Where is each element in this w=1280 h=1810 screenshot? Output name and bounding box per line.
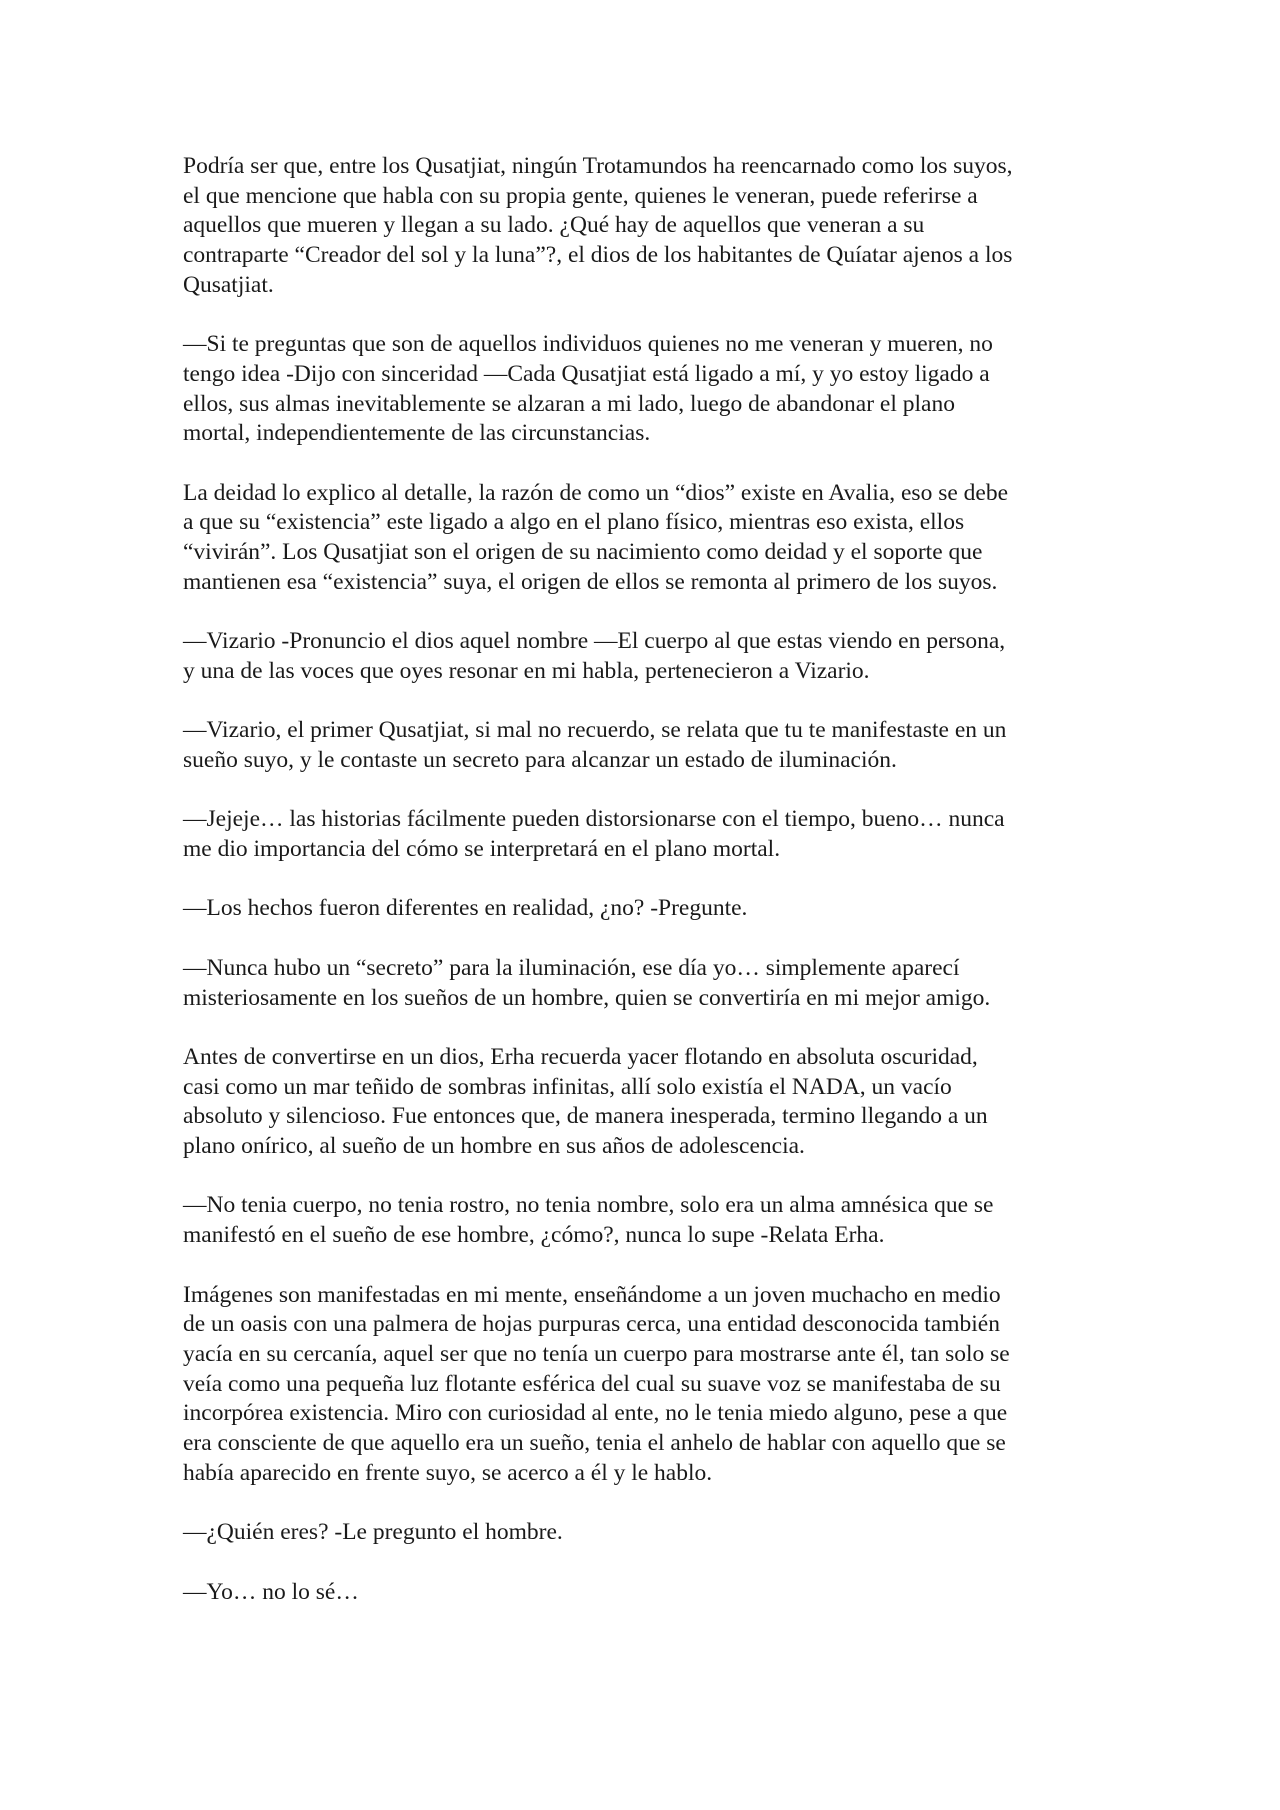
paragraph-4: —Vizario -Pronuncio el dios aquel nombre —El cuerpo al que estas viendo en persona, y una de las voces que oyes resonar en mi habla, pertenecieron a Vizario. xyxy=(183,628,1006,684)
paragraph-7: —Los hechos fueron diferentes en realidad, ¿no? -Pregunte. xyxy=(183,895,748,922)
paragraph-3: La deidad lo explico al detalle, la razón de como un “dios” existe en Avalia, eso se debe a que su “existencia” este ligado a algo en el plano físico, mientras eso exista, ellos “vivirán”. Los Qusatjiat son el origen de su nacimiento como deidad y el soporte que mantienen esa “existencia” suya, el origen de ellos se remonta al primero de los suyos. xyxy=(183,479,1009,595)
document-page xyxy=(183,152,1098,1637)
paragraph-2: —Si te preguntas que son de aquellos individuos quienes no me veneran y mueren, no tengo idea -Dijo con sinceridad —Cada Qusatjiat está ligado a mí, y yo estoy ligado a ellos, sus almas inevitablemente se alzaran a mi lado, luego de abandonar el plano mortal, independientemente de las circunstancias. xyxy=(183,331,993,447)
paragraph-9: Antes de convertirse en un dios, Erha recuerda yacer flotando en absoluta oscuridad, casi como un mar teñido de sombras infinitas, allí solo existía el NADA, un vacío absoluto y silencioso. Fue entonces que, de manera inesperada, termino llegando a un plano onírico, al sueño de un hombre en sus años de adolescencia. xyxy=(183,1043,988,1160)
paragraph-6: —Jejeje… las historias fácilmente pueden distorsionarse con el tiempo, bueno… nunca me dio importancia del cómo se interpretará en el plano mortal. xyxy=(183,806,1005,863)
paragraph-13: —Yo… no lo sé… xyxy=(183,1578,359,1605)
paragraph-1: Podría ser que, entre los Qusatjiat, ningún Trotamundos ha reencarnado como los suyos, el que mencione que habla con su propia gente, quienes le veneran, puede referirse a aquellos que mueren y llegan a su lado. ¿Qué hay de aquellos que veneran a su contraparte “Creador del sol y la luna”?, el dios de los habitantes de Quíatar ajenos a los Qusatjiat. xyxy=(183,153,1013,298)
paragraph-12: —¿Quién eres? -Le pregunto el hombre. xyxy=(183,1519,563,1546)
paragraph-8: —Nunca hubo un “secreto” para la iluminación, ese día yo… simplemente aparecí misteriosamente en los sueños de un hombre, quien se convertiría en mi mejor amigo. xyxy=(183,954,991,1011)
paragraph-10: —No tenia cuerpo, no tenia rostro, no tenia nombre, solo era un alma amnésica que se manifestó en el sueño de ese hombre, ¿cómo?, nunca lo supe -Relata Erha. xyxy=(183,1192,994,1249)
paragraph-11: Imágenes son manifestadas en mi mente, enseñándome a un joven muchacho en medio de un oasis con una palmera de hojas purpuras cerca, una entidad desconocida también yacía en su cercanía, aquel ser que no tenía un cuerpo para mostrarse ante él, tan solo se veía como una pequeña luz flotante esférica del cual su suave voz se manifestaba de su incorpórea existencia. Miro con curiosidad al ente, no le tenia miedo alguno, pese a que era consciente de que aquello era un sueño, tenia el anhelo de hablar con aquello que se había aparecido en frente suyo, se acerco a él y le hablo. xyxy=(183,1281,1010,1486)
paragraph-5: —Vizario, el primer Qusatjiat, si mal no recuerdo, se relata que tu te manifestaste en un sueño suyo, y le contaste un secreto para alcanzar un estado de iluminación. xyxy=(183,717,1007,773)
